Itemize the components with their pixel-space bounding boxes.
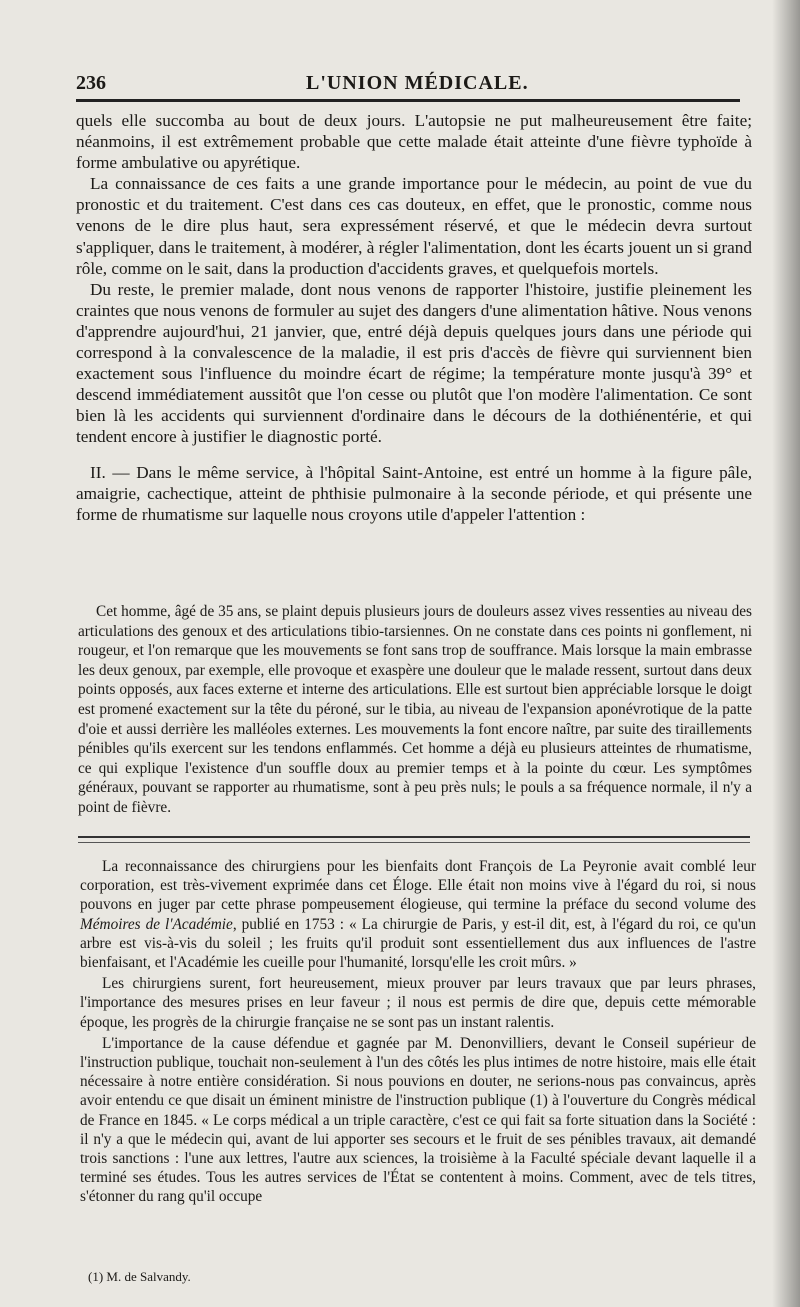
paragraph-section-ii: II. — Dans le même service, à l'hôpital Saint-Antoine, est entré un homme à la figure pâle, amaigrie, cachectique, atteint de phthisie pulmonaire à la seconde période, et qui présente une forme de rhumatisme sur laquelle nous croyons utile d'appeler l'attention : (76, 462, 752, 524)
feuilleton-rule (78, 836, 750, 838)
page-number: 236 (76, 72, 106, 94)
page-edge-shadow (772, 0, 800, 1307)
paragraph: La connaissance de ces faits a une grande importance pour le médecin, au point de vue du pronostic et du traitement. C'est dans ces cas douteux, en effet, que le pronostic, comme nous venons de le dire plus haut, sera expressément réservé, et que le médecin devra surtout s'appliquer, dans le traitement, à modérer, à régler l'alimentation, dont les écarts jouent un si grand rôle, comme on le sait, dans la production d'accidents graves, et quelquefois mortels. (76, 174, 752, 278)
running-head: L'UNION MÉDICALE. (306, 72, 529, 94)
paragraph: Du reste, le premier malade, dont nous venons de rapporter l'histoire, justifie pleinement les craintes que nous venons de formuler au sujet des dangers d'une alimentation hâtive. Nous venons d'apprendre aujourd'hui, 21 janvier, que, entré déjà depuis quelques jours dans une période qui correspond à la convalescence de la maladie, il est pris d'accès de fièvre qui surviennent bien exactement sous l'influence du moindre écart de régime; la température monte jusqu'à 39° et descend immédiatement aussitôt que l'on cesse ou plutôt que l'on modère l'alimentation. Ce sont bien là les accidents qui surviennent d'ordinaire dans le décours de la dothiénentérie, et qui tendent encore à justifier le diagnostic porté. (76, 279, 752, 447)
italic-title: Mémoires de l'Académie (80, 915, 233, 933)
main-article (76, 110, 752, 525)
text-run: La reconnaissance des chirurgiens pour les bienfaits dont François de La Peyronie avait comblé leur corporation, est très-vivement exprimée dans cet Éloge. Elle était non moins vive à l'égard du roi, si nous pouvons en juger par cette phrase pompeusement élogieuse, qui termine la préface du second volume des (80, 858, 756, 914)
case-observation (78, 602, 752, 818)
observation-paragraph: Cet homme, âgé de 35 ans, se plaint depuis plusieurs jours de douleurs assez vives ressenties au niveau des articulations des genoux et des articulations tibio-tarsiennes. On ne constate dans ces points ni gonflement, ni rougeur, et l'on remarque que les mouvements se font sans trop de souffrance. Mais lorsque la main embrasse les deux genoux, par exemple, elle provoque et exaspère une douleur que le malade ressent, surtout dans deux points opposés, aux faces externe et interne des articulations. Elle est surtout bien appréciable lorsque le doigt est promené exactement sur la tête du péroné, sur le tibia, au niveau de l'expansion aponévrotique de la patte d'oie et aussi derrière les malléoles externes. Les mouvements la font encore naître, par suite des tiraillements pénibles qu'ils exercent sur les tendons enflammés. Cet homme a déjà eu plusieurs atteintes de rhumatisme, ce qui explique l'existence d'un souffle doux au premier temps et à la pointe du cœur. Les symptômes généraux, pouvant se rapporter au rhumatisme, sont à peu près nuls; le pouls a sa fréquence normale, il n'y a point de fièvre. (78, 603, 752, 816)
feuilleton-paragraph (80, 857, 756, 972)
header-rule (76, 99, 740, 102)
feuilleton-rule-thin (78, 842, 750, 843)
paragraph: quels elle succomba au bout de deux jours. L'autopsie ne put malheureusement être faite; néanmoins, il est extrêmement probable que cette malade était atteinte d'une fièvre typhoïde à forme ambulative ou apyrétique. (76, 111, 752, 173)
feuilleton (80, 857, 756, 1207)
footnote: (1) M. de Salvandy. (88, 1269, 191, 1284)
page-header (76, 64, 750, 96)
feuilleton-paragraph: L'importance de la cause défendue et gagnée par M. Denonvilliers, devant le Conseil supérieur de l'instruction publique, touchait non-seulement à l'un des côtés les plus intimes de notre histoire, mais elle était nécessaire à notre entière considération. Si nous pouvions en douter, ne serions-nous pas convaincus, après avoir entendu ce que disait un éminent ministre de l'instruction publique (1) à l'ouverture du Congrès médical de France en 1845. « Le corps médical a un triple caractère, c'est ce qui fait sa forte situation dans la Société : il n'y a que le médecin qui, avant de lui apporter ses secours et le fruit de ses pénibles travaux, ait demandé trois sanctions : l'une aux lettres, l'autre aux sciences, la troisième à la Faculté spéciale devant laquelle il a terminé ses études. Tous les autres services de l'État se contentent à moins. Comment, avec de tels titres, s'étonner du rang qu'il occupe (80, 1034, 756, 1206)
text-run: , publié en 1753 : « La chirurgie de Paris, y est-il dit, est, à l'égard du roi, ce qu'un arbre est vis-à-vis du soleil ; les fruits qu'il produit sont essentiellement dus aux influences de l'astre bienfaisant, et l'Académie les cueille pour l'humanité, lorsqu'elle les croit mûrs. » (80, 915, 756, 972)
feuilleton-paragraph: Les chirurgiens surent, fort heureusement, mieux prouver par leurs travaux que par leurs phrases, l'importance des mesures prises en leur faveur ; il nous est permis de dire que, depuis cette mémorable époque, les progrès de la chirurgie française ne se sont pas un instant ralentis. (80, 975, 756, 1031)
